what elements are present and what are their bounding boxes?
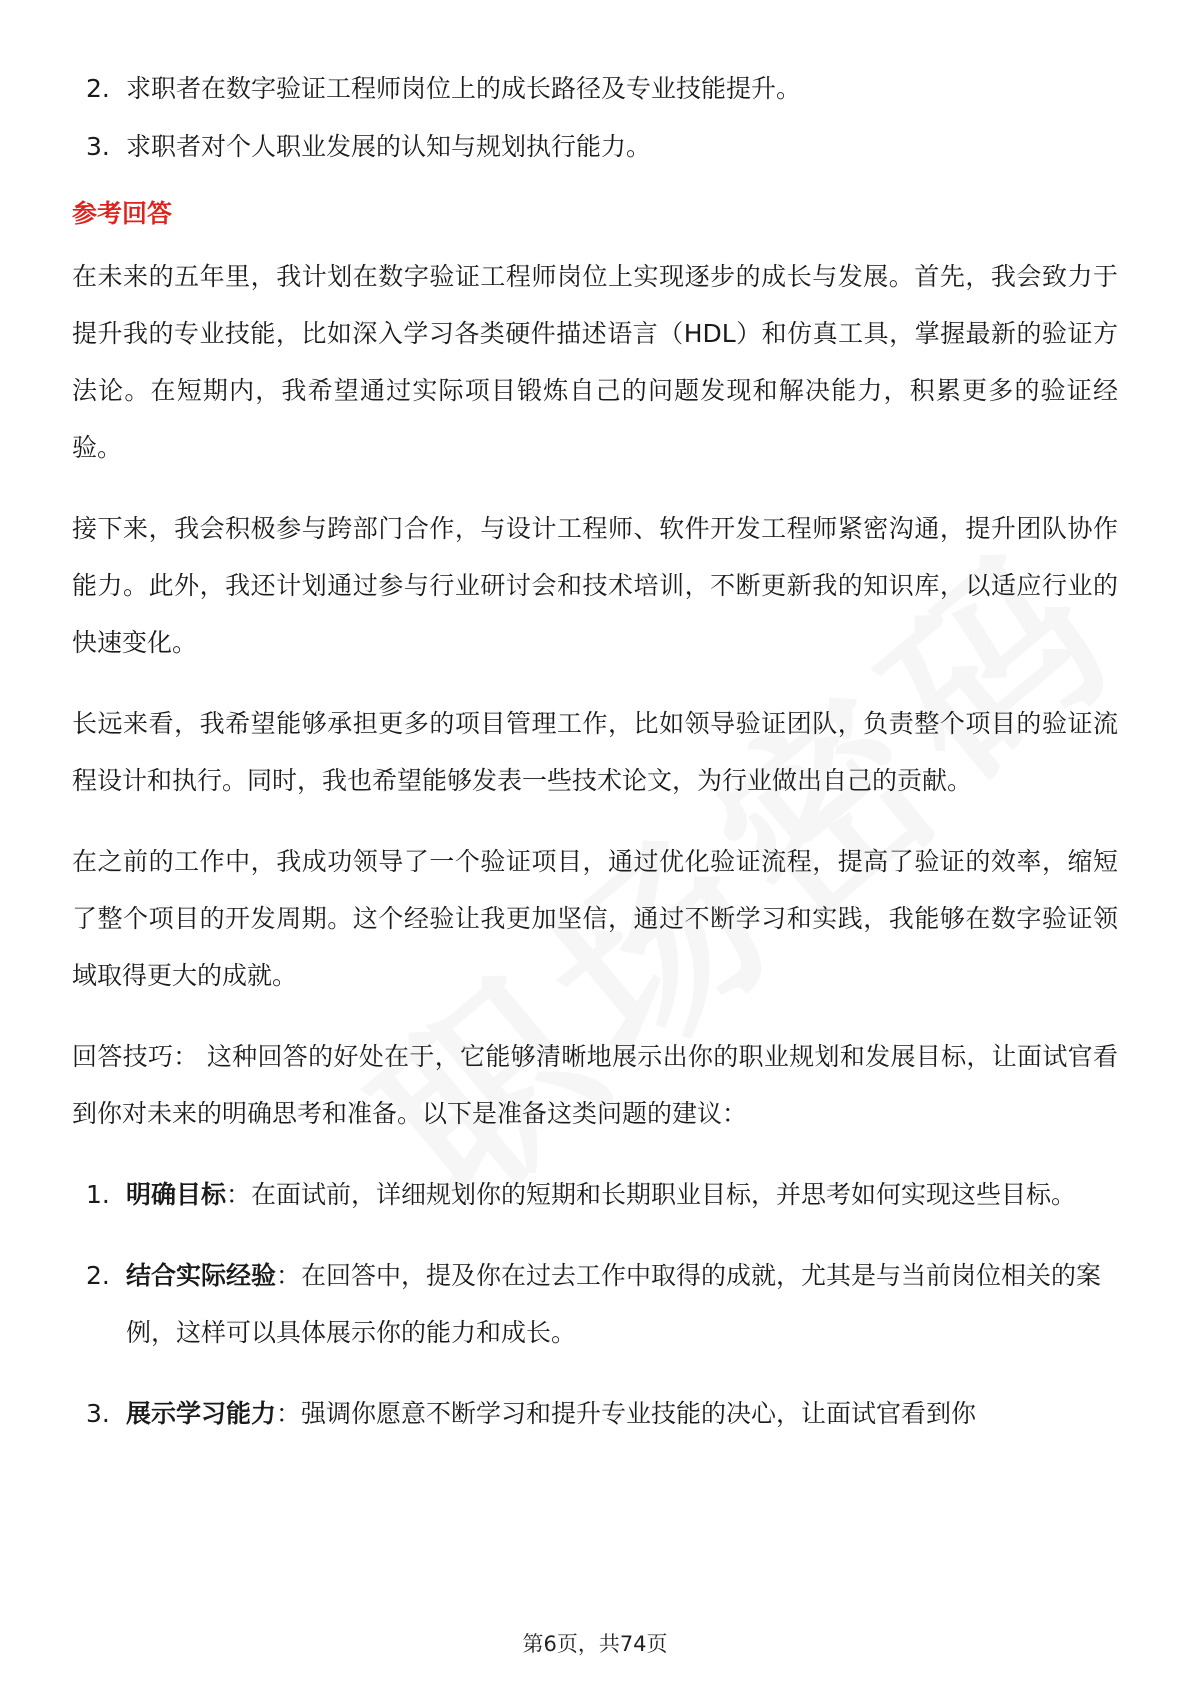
list-number: 1. bbox=[86, 1180, 110, 1209]
list-number: 3. bbox=[86, 132, 110, 161]
section-title: 参考回答 bbox=[72, 199, 173, 228]
tips-list bbox=[72, 1166, 1118, 1442]
list-item bbox=[72, 60, 1118, 118]
tip-title: 展示学习能力 bbox=[126, 1399, 277, 1428]
list-item bbox=[72, 1385, 1118, 1442]
paragraph: 在未来的五年里，我计划在数字验证工程师岗位上实现逐步的成长与发展。首先，我会致力于提升我的专业技能，比如深入学习各类硬件描述语言（HDL）和仿真工具，掌握最新的验证方法论。在短期内，我希望通过实际项目锻炼自己的问题发现和解决能力，积累更多的验证经验。 bbox=[72, 262, 1118, 462]
list-number: 2. bbox=[86, 74, 110, 103]
tips-intro-paragraph: 回答技巧： 这种回答的好处在于，它能够清晰地展示出你的职业规划和发展目标，让面试官看到你对未来的明确思考和准备。以下是准备这类问题的建议： bbox=[72, 1042, 1118, 1128]
list-number: 2. bbox=[86, 1261, 110, 1290]
list-item bbox=[72, 1166, 1118, 1223]
list-text: 求职者在数字验证工程师岗位上的成长路径及专业技能提升。 bbox=[126, 74, 802, 103]
document-page bbox=[72, 60, 1118, 1466]
tip-title: 明确目标 bbox=[126, 1180, 227, 1209]
paragraph: 接下来，我会积极参与跨部门合作，与设计工程师、软件开发工程师紧密沟通，提升团队协作能力。此外，我还计划通过参与行业研讨会和技术培训，不断更新我的知识库，以适应行业的快速变化。 bbox=[72, 514, 1118, 657]
list-item bbox=[72, 118, 1118, 176]
list-item bbox=[72, 1247, 1118, 1361]
page-footer: 第6页，共74页 bbox=[522, 1632, 668, 1656]
requirements-list bbox=[72, 60, 1118, 176]
tip-text: ：在回答中，提及你在过去工作中取得的成就，尤其是与当前岗位相关的案例，这样可以具体展示你的能力和成长。 bbox=[126, 1261, 1102, 1347]
list-number: 3. bbox=[86, 1399, 110, 1428]
tip-title: 结合实际经验 bbox=[126, 1261, 277, 1290]
tip-text: ：强调你愿意不断学习和提升专业技能的决心，让面试官看到你 bbox=[276, 1399, 977, 1428]
list-text: 求职者对个人职业发展的认知与规划执行能力。 bbox=[126, 132, 652, 161]
tip-text: ：在面试前，详细规划你的短期和长期职业目标，并思考如何实现这些目标。 bbox=[226, 1180, 1077, 1209]
paragraph: 长远来看，我希望能够承担更多的项目管理工作，比如领导验证团队，负责整个项目的验证流程设计和执行。同时，我也希望能够发表一些技术论文，为行业做出自己的贡献。 bbox=[72, 709, 1118, 795]
paragraph: 在之前的工作中，我成功领导了一个验证项目，通过优化验证流程，提高了验证的效率，缩短了整个项目的开发周期。这个经验让我更加坚信，通过不断学习和实践，我能够在数字验证领域取得更大的成就。 bbox=[72, 847, 1118, 990]
